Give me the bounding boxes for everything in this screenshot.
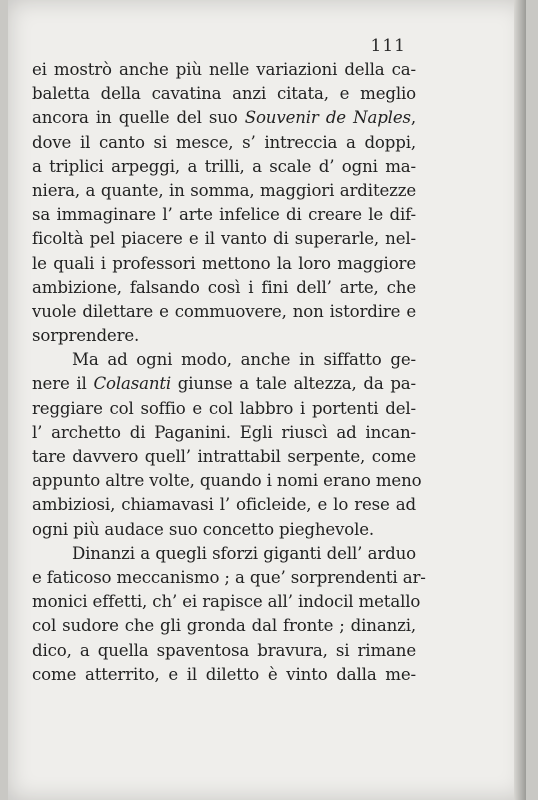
body-text (32, 58, 426, 687)
text-line: nere il Colasanti giunse a tale altezza, da pa- (32, 374, 416, 394)
text-line: sorprendere. (32, 326, 140, 346)
text-line: ambizione, falsando così i fini dell’ arte, che (32, 277, 416, 297)
text-line: a triplici arpeggi, a trilli, a scale d’ ogni ma- (32, 156, 416, 176)
text-line: ficoltà pel piacere e il vanto di superarle, nel- (32, 229, 416, 249)
text-line: appunto altre volte, quando i nomi erano meno (32, 471, 422, 491)
page-number: 111 (370, 36, 406, 56)
text-line: dico, a quella spaventosa bravura, si rimane (32, 640, 416, 660)
book-page (8, 0, 526, 800)
text-line: ambiziosi, chiamavasi l’ oficleide, e lo rese ad (32, 495, 416, 515)
text-line: Dinanzi a quegli sforzi giganti dell’ arduo (72, 543, 416, 563)
text-line: ancora in quelle del suo Souvenir de Naples, (32, 108, 416, 128)
text-line: vuole dilettare e commuovere, non istordire e (32, 301, 416, 321)
text-line: monici effetti, ch’ ei rapisce all’ indocil metallo (32, 592, 421, 612)
text-line: col sudore che gli gronda dal fronte ; dinanzi, (32, 616, 416, 636)
text-line: dove il canto si mesce, s’ intreccia a doppi, (32, 132, 416, 152)
text-line: ei mostrò anche più nelle variazioni della ca- (32, 60, 416, 79)
text-line: l’ archetto di Paganini. Egli riuscì ad incan- (32, 422, 416, 442)
italic-name: Colasanti (93, 374, 172, 394)
text-line: reggiare col soffio e col labbro i portenti del- (32, 398, 416, 418)
text-line: Ma ad ogni modo, anche in siffatto ge- (72, 350, 416, 370)
text-line: le quali i professori mettono la loro maggiore (32, 253, 416, 273)
page-gutter-shadow (514, 0, 526, 800)
text-line: e faticoso meccanismo ; a que’ sorprendenti ar- (32, 567, 426, 587)
text-line: niera, a quante, in somma, maggiori arditezze (32, 180, 416, 200)
text-line: sa immaginare l’ arte infelice di creare le dif- (32, 205, 416, 225)
text-line: come atterrito, e il diletto è vinto dalla me- (32, 664, 416, 684)
text-line: baletta della cavatina anzi citata, e meglio (32, 84, 416, 104)
text-line: ogni più audace suo concetto pieghevole. (32, 519, 375, 539)
italic-title: Souvenir de Naples (244, 108, 411, 128)
text-line: tare davvero quell’ intrattabil serpente, come (32, 447, 416, 466)
